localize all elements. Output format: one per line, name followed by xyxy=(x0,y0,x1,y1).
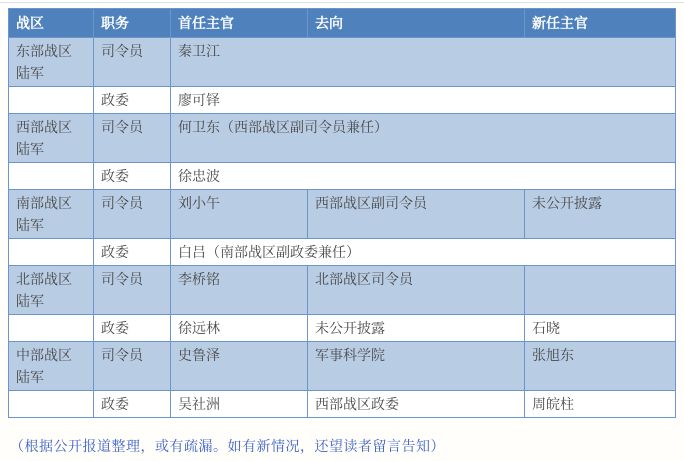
cell-new-officer: 未公开披露 xyxy=(525,190,676,239)
cell-theater: 东部战区陆军 xyxy=(9,38,94,87)
cell-position: 司令员 xyxy=(94,190,171,239)
theater-commanders-table xyxy=(8,8,676,418)
cell-theater xyxy=(9,391,94,418)
cell-new-officer: 石晓 xyxy=(525,315,676,342)
cell-first-officer: 廖可铎 xyxy=(171,87,676,114)
column-header-destination: 去向 xyxy=(308,9,525,38)
cell-position: 政委 xyxy=(94,163,171,190)
cell-theater xyxy=(9,315,94,342)
cell-theater xyxy=(9,87,94,114)
cell-theater: 北部战区陆军 xyxy=(9,266,94,315)
table-body xyxy=(9,38,676,418)
cell-new-officer xyxy=(525,266,676,315)
cell-theater: 中部战区陆军 xyxy=(9,342,94,391)
column-header-position: 职务 xyxy=(94,9,171,38)
cell-position: 政委 xyxy=(94,87,171,114)
column-header-theater: 战区 xyxy=(9,9,94,38)
cell-first-officer: 史鲁泽 xyxy=(171,342,308,391)
cell-theater: 南部战区陆军 xyxy=(9,190,94,239)
table-row xyxy=(9,114,676,163)
cell-position: 司令员 xyxy=(94,38,171,87)
top-divider xyxy=(0,2,684,3)
cell-position: 政委 xyxy=(94,391,171,418)
cell-position: 政委 xyxy=(94,315,171,342)
cell-first-officer: 李桥铭 xyxy=(171,266,308,315)
cell-theater xyxy=(9,163,94,190)
table-row xyxy=(9,315,676,342)
cell-theater: 西部战区陆军 xyxy=(9,114,94,163)
table-row xyxy=(9,38,676,87)
cell-destination: 未公开披露 xyxy=(308,315,525,342)
cell-destination: 北部战区司令员 xyxy=(308,266,525,315)
cell-first-officer: 何卫东（西部战区副司令员兼任） xyxy=(171,114,676,163)
table-row xyxy=(9,190,676,239)
table-row xyxy=(9,87,676,114)
header-row xyxy=(9,9,676,38)
cell-first-officer: 白吕（南部战区副政委兼任） xyxy=(171,239,676,266)
cell-position: 政委 xyxy=(94,239,171,266)
cell-destination: 军事科学院 xyxy=(308,342,525,391)
table-row xyxy=(9,342,676,391)
cell-new-officer: 张旭东 xyxy=(525,342,676,391)
column-header-new-officer: 新任主官 xyxy=(525,9,676,38)
footnote: （根据公开报道整理，或有疏漏。如有新情况，还望读者留言告知） xyxy=(10,438,445,454)
cell-new-officer: 周皖柱 xyxy=(525,391,676,418)
cell-theater xyxy=(9,239,94,266)
cell-position: 司令员 xyxy=(94,266,171,315)
cell-first-officer: 徐远林 xyxy=(171,315,308,342)
table-row xyxy=(9,163,676,190)
table-row xyxy=(9,391,676,418)
cell-first-officer: 秦卫江 xyxy=(171,38,676,87)
cell-first-officer: 徐忠波 xyxy=(171,163,676,190)
table-row xyxy=(9,266,676,315)
cell-destination: 西部战区政委 xyxy=(308,391,525,418)
cell-first-officer: 刘小午 xyxy=(171,190,308,239)
cell-first-officer: 吴社洲 xyxy=(171,391,308,418)
cell-destination: 西部战区副司令员 xyxy=(308,190,525,239)
column-header-first-officer: 首任主官 xyxy=(171,9,308,38)
cell-position: 司令员 xyxy=(94,114,171,163)
cell-position: 司令员 xyxy=(94,342,171,391)
table-row xyxy=(9,239,676,266)
